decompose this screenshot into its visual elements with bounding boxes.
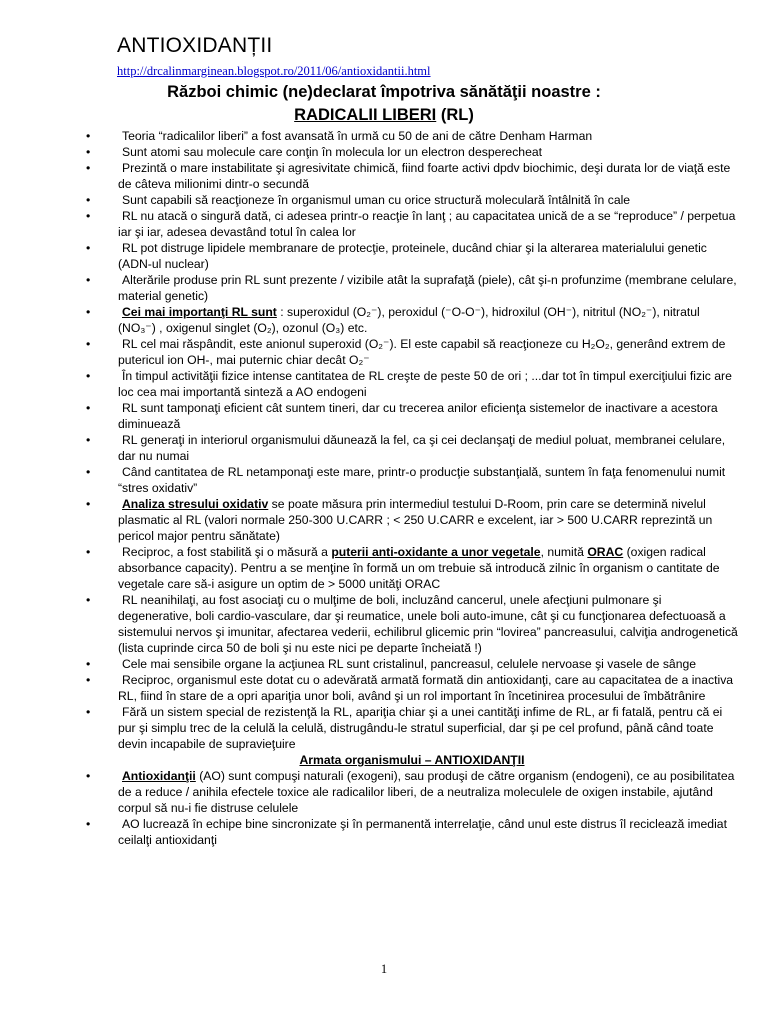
list-item: [86, 672, 738, 704]
page-number: 1: [380, 962, 388, 976]
list-item: [86, 544, 738, 592]
title-abbrev: (RL): [436, 106, 474, 124]
item-text: Când cantitatea de RL netamponaţi este mare, printr-o producţie substanţială, suntem în faţa fenomenului numit “stres oxidativ”: [118, 465, 726, 495]
title-keyword: RADICALII LIBERI: [294, 106, 437, 124]
item-text: RL generaţi in interiorul organismului dăunează la fel, ca şi cei declanşaţi de mediul poluat, membranei celulare, dar nu numai: [118, 433, 726, 463]
list-item: [86, 304, 738, 336]
item-bold-orac: ORAC: [587, 545, 624, 559]
item-bold-lead: Analiza stresului oxidativ: [122, 497, 269, 511]
item-text: Sunt capabili să reacţioneze în organismul uman cu orice structură moleculară întâlnită în cale: [122, 193, 631, 207]
list-item: [86, 592, 738, 656]
item-text: (AO) sunt compuşi naturali (exogeni), sau produşi de către organism (endogeni), ce au posibilitatea de a reduce / anihila efectele toxice ale radicalilor liberi, de a neutraliza moleculele de oxigen instabile, ajutând corpul să nu-i fie distruse celulele: [118, 769, 735, 815]
bullet-list: [86, 128, 738, 848]
item-text: Teoria “radicalilor liberi” a fost avansată în urmă cu 50 de ani de către Denham Harman: [122, 129, 593, 143]
list-item: [86, 368, 738, 400]
list-item: [86, 144, 738, 160]
item-bold-lead: Cei mai importanţi RL sunt: [122, 305, 277, 319]
list-item: [86, 496, 738, 544]
item-text: : superoxidul (O₂⁻), peroxidul (⁻O-O⁻), hidroxilul (OH⁻), nitritul (NO₂⁻), nitratul (NO₃⁻) , oxigenul singlet (O₂), ozonul (O₃) etc.: [118, 305, 700, 335]
item-bold-term: puterii anti-oxidante a unor vegetale: [331, 545, 541, 559]
list-item: [86, 336, 738, 368]
list-item: [86, 704, 738, 752]
item-text: RL neanihilaţi, au fost asociaţi cu o mulţime de boli, incluzând cancerul, unele afecţiuni pulmonare şi degenerative, boli cardio-vasculare, dar şi reumatice, unele boli auto-imune, cât şi cu funcţionarea defectuoasă a sistemului nervos şi imunitar, afectarea vederii, echilibrul glicemic prin “lovirea” pancreasului, calviţia androgenetică (lista cuprinde circa 50 de boli şi nu este nici pe departe încheiată !): [118, 593, 738, 655]
item-text-pre: Reciproc, a fost stabilită şi o măsură a: [122, 545, 332, 559]
list-item: [86, 240, 738, 272]
item-text-mid: , numită: [540, 545, 588, 559]
list-item: [86, 432, 738, 464]
item-text: RL pot distruge lipidele membranare de protecţie, proteinele, ducând chiar şi la alterarea materialului genetic (ADN-ul nuclear): [118, 241, 707, 271]
list-item: [86, 768, 738, 816]
item-text: Fără un sistem special de rezistenţă la RL, apariţia chiar şi a unei cantităţi infime de RL, ar fi fatală, pentru că ei pur şi simplu trec de la celulă la celulă, distrugându-le stratul superficial, dar şi pe cel profund, până când toate devin incapabile de supravieţuire: [118, 705, 723, 751]
list-item: [86, 160, 738, 192]
item-text: AO lucrează în echipe bine sincronizate şi în permanentă interrelaţie, când unul este distrus îl reciclează imediat ceilalţi antioxidanţi: [118, 817, 727, 847]
list-item: [86, 656, 738, 672]
item-text: RL sunt tamponaţi eficient cât suntem tineri, dar cu trecerea anilor eficienţa sistemelor de inactivare a acestora diminuează: [118, 401, 718, 431]
list-item: [86, 464, 738, 496]
item-text: Prezintă o mare instabilitate şi agresivitate chimică, fiind foarte activi dpdv biochimic, deşi durata lor de viaţă este de câteva milionimi dintr-o secundă: [118, 161, 731, 191]
title-line-2: [0, 106, 768, 125]
item-text: RL cel mai răspândit, este anionul superoxid (O₂⁻). El este capabil să reacţioneze cu H₂O₂, generând extrem de putericul ion OH-, mai puternic chiar decât O₂⁻: [118, 337, 726, 367]
item-text: Reciproc, organismul este dotat cu o adevărată armată formată din antioxidanţi, care au capacitatea de a inactiva RL, fiind în stare de a opri apariţia unor boli, având şi un rol important în încetinirea procesului de îmbătrânire: [118, 673, 734, 703]
list-item: [86, 816, 738, 848]
item-text: RL nu atacă o singură dată, ci adesea printr-o reacţie în lanţ ; au capacitatea unică de a se “reproduce” / perpetua iar şi iar, adesea devastând totul în calea lor: [118, 209, 736, 239]
item-bold-lead: Antioxidanţii: [122, 769, 196, 783]
title-line-1: Război chimic (ne)declarat împotriva sănătăţii noastre :: [167, 83, 601, 101]
list-item: [86, 192, 738, 208]
item-text: Alterările produse prin RL sunt prezente / vizibile atât la suprafaţă (piele), cât şi-n profunzime (membrane celulare, material genetic): [118, 273, 737, 303]
list-item: [86, 128, 738, 144]
item-text: În timpul activităţii fizice intense cantitatea de RL creşte de peste 50 de ori ; ...dar tot în timpul exerciţiului fizic are loc cea mai importantă sinteză a AO endogeni: [118, 369, 732, 399]
source-link[interactable]: http://drcalinmarginean.blogspot.ro/2011/06/antioxidantii.html: [117, 64, 431, 78]
list-item: [86, 272, 738, 304]
item-text: Cele mai sensibile organe la acţiunea RL sunt cristalinul, pancreasul, celulele nervoase şi vasele de sânge: [122, 657, 697, 671]
item-text: Sunt atomi sau molecule care conţin în molecula lor un electron desperecheat: [122, 145, 543, 159]
list-item: [86, 208, 738, 240]
item-text: (oxigen radical absorbance capacity). Pentru a se menţine în formă un om trebuie să introducă zilnic în organism o cantitate de vegetale care să-i asigure un optim de > 5000 unităţi ORAC: [118, 545, 720, 591]
document-heading: ANTIOXIDANȚII: [117, 34, 273, 57]
list-item: [86, 400, 738, 432]
item-text: se poate măsura prin intermediul testului D-Room, prin care se determină nivelul plasmatic al RL (valori normale 250-300 U.CARR ; < 250 U.CARR e excelent, iar > 500 U.CARR reprezintă un pericol major pentru sănătate): [118, 497, 713, 543]
section-subheading: Armata organismului – ANTIOXIDANŢII: [299, 753, 525, 767]
